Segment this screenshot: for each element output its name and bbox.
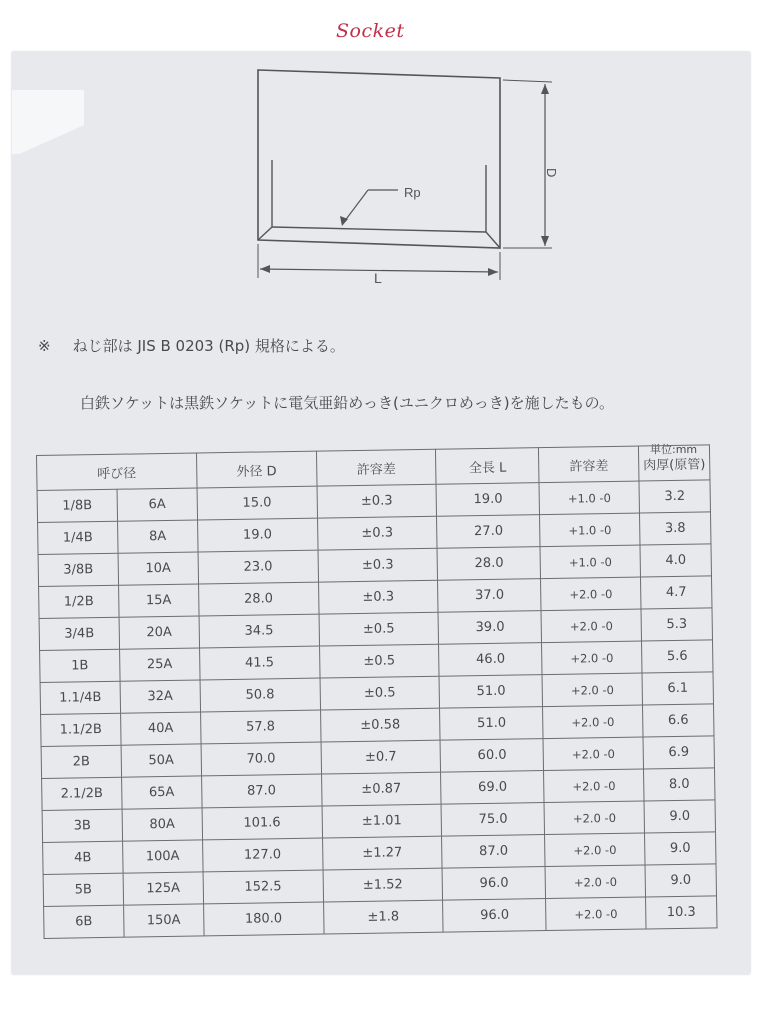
cell-size-b: 1B (40, 649, 120, 682)
cell-size-a: 50A (121, 744, 201, 777)
cell-length: 19.0 (436, 483, 539, 517)
cell-length-tolerance: +2.0 -0 (543, 705, 643, 739)
cell-wall-thickness: 3.2 (639, 480, 710, 513)
note-plating: 白鉄ソケットは黒鉄ソケットに電気亜鉛めっき(ユニクロめっき)を施したもの。 (80, 394, 615, 412)
socket-diagram (0, 0, 768, 300)
label-rp: Rp (404, 185, 421, 200)
cell-od-tolerance: ±0.5 (319, 644, 439, 678)
cell-size-b: 1/4B (38, 521, 118, 554)
cell-length-tolerance: +2.0 -0 (542, 673, 642, 707)
cell-outer-diameter: 101.6 (202, 806, 322, 840)
cell-length-tolerance: +2.0 -0 (544, 769, 644, 803)
cell-size-a: 32A (120, 680, 200, 713)
cell-od-tolerance: ±1.52 (323, 868, 443, 902)
cell-length-tolerance: +2.0 -0 (541, 577, 641, 611)
cell-size-b: 3/8B (38, 553, 118, 586)
cell-wall-thickness: 5.3 (641, 608, 712, 641)
cell-outer-diameter: 34.5 (199, 614, 319, 648)
cell-od-tolerance: ±0.3 (317, 516, 437, 550)
cell-wall-thickness: 9.0 (645, 832, 716, 865)
cell-size-a: 100A (122, 840, 202, 873)
cell-od-tolerance: ±0.3 (317, 484, 437, 518)
note-thread-text: ねじ部は JIS B 0203 (Rp) 規格による。 (72, 337, 345, 355)
cell-wall-thickness: 10.3 (646, 896, 717, 929)
chamfer-right (486, 232, 500, 248)
cell-outer-diameter: 87.0 (201, 774, 321, 808)
cell-wall-thickness: 9.0 (645, 864, 716, 897)
cell-size-b: 2.1/2B (42, 777, 122, 810)
cell-wall-thickness: 9.0 (644, 800, 715, 833)
cell-size-a: 25A (119, 648, 199, 681)
cell-size-a: 6A (117, 488, 197, 521)
dim-l-arrow-left (260, 265, 270, 273)
cell-size-b: 1.1/4B (40, 681, 120, 714)
header-nominal-size: 呼び径 (37, 453, 197, 491)
cell-length: 27.0 (437, 515, 540, 549)
cell-length-tolerance: +2.0 -0 (543, 737, 643, 771)
cell-size-a: 15A (118, 584, 198, 617)
cell-size-b: 1/2B (39, 585, 119, 618)
dim-d-arrow-top (541, 84, 549, 94)
cell-length: 28.0 (437, 547, 540, 581)
cell-size-a: 40A (120, 712, 200, 745)
cell-length: 51.0 (440, 707, 543, 741)
cell-wall-thickness: 3.8 (640, 512, 711, 545)
thread-line-bottom (272, 227, 486, 232)
cell-length-tolerance: +2.0 -0 (545, 833, 645, 867)
cell-length-tolerance: +2.0 -0 (544, 801, 644, 835)
cell-outer-diameter: 180.0 (203, 902, 323, 936)
cell-length: 75.0 (441, 803, 544, 837)
cell-size-a: 20A (119, 616, 199, 649)
header-wall-thickness: 肉厚(原管) (638, 445, 709, 481)
cell-size-a: 150A (123, 904, 203, 937)
cell-outer-diameter: 152.5 (203, 870, 323, 904)
cell-outer-diameter: 57.8 (200, 710, 320, 744)
cell-od-tolerance: ±1.01 (322, 804, 442, 838)
cell-size-b: 4B (43, 841, 123, 874)
label-l: L (374, 270, 382, 286)
unit-label: 単位:mm (650, 443, 698, 456)
header-length-tolerance: 許容差 (539, 446, 639, 483)
cell-od-tolerance: ±0.7 (321, 740, 441, 774)
cell-wall-thickness: 6.9 (643, 736, 714, 769)
label-d: D (544, 168, 559, 178)
dim-l-arrow-right (488, 268, 498, 276)
cell-outer-diameter: 127.0 (202, 838, 322, 872)
cell-outer-diameter: 23.0 (198, 550, 318, 584)
cell-wall-thickness: 8.0 (644, 768, 715, 801)
note-mark: ※ (38, 337, 51, 355)
cell-size-b: 1/8B (37, 489, 117, 522)
chamfer-left (258, 227, 272, 240)
cell-length-tolerance: +2.0 -0 (546, 897, 646, 931)
cell-size-b: 5B (43, 873, 123, 906)
socket-spec-table (36, 444, 718, 939)
cell-od-tolerance: ±0.5 (319, 612, 439, 646)
cell-length: 39.0 (438, 611, 541, 645)
cell-length: 87.0 (442, 835, 545, 869)
cell-od-tolerance: ±1.8 (323, 900, 443, 934)
cell-size-a: 10A (118, 552, 198, 585)
cell-od-tolerance: ±0.5 (320, 676, 440, 710)
cell-size-a: 8A (117, 520, 197, 553)
cell-length-tolerance: +2.0 -0 (541, 609, 641, 643)
cell-od-tolerance: ±0.87 (321, 772, 441, 806)
header-outer-diameter: 外径 D (196, 451, 316, 488)
cell-outer-diameter: 41.5 (199, 646, 319, 680)
cell-size-b: 3/4B (39, 617, 119, 650)
header-length: 全長 L (436, 448, 539, 485)
cell-length-tolerance: +1.0 -0 (540, 545, 640, 579)
cell-size-a: 80A (122, 808, 202, 841)
cell-length: 60.0 (440, 739, 543, 773)
cell-size-b: 6B (44, 905, 124, 938)
dim-d-arrow-bottom (541, 236, 549, 246)
handwritten-title: Socket (336, 20, 405, 42)
cell-outer-diameter: 15.0 (197, 486, 317, 520)
rp-leader-arrow (344, 190, 368, 222)
socket-outline (258, 70, 500, 248)
cell-length: 96.0 (442, 867, 545, 901)
note-thread-standard (38, 335, 345, 356)
cell-size-a: 125A (123, 872, 203, 905)
cell-od-tolerance: ±0.3 (318, 580, 438, 614)
cell-wall-thickness: 6.6 (643, 704, 714, 737)
cell-od-tolerance: ±1.27 (322, 836, 442, 870)
cell-outer-diameter: 50.8 (200, 678, 320, 712)
cell-size-a: 65A (121, 776, 201, 809)
header-od-tolerance: 許容差 (316, 449, 436, 486)
cell-size-b: 3B (42, 809, 122, 842)
cell-length-tolerance: +1.0 -0 (539, 481, 639, 515)
cell-length-tolerance: +2.0 -0 (545, 865, 645, 899)
cell-length: 69.0 (441, 771, 544, 805)
cell-od-tolerance: ±0.3 (318, 548, 438, 582)
cell-size-b: 1.1/2B (41, 713, 121, 746)
dim-d-ext-top (503, 80, 552, 82)
cell-length: 37.0 (438, 579, 541, 613)
cell-length: 51.0 (439, 675, 542, 709)
cell-outer-diameter: 19.0 (197, 518, 317, 552)
cell-od-tolerance: ±0.58 (320, 708, 440, 742)
cell-wall-thickness: 6.1 (642, 672, 713, 705)
cell-length: 96.0 (443, 899, 546, 933)
cell-wall-thickness: 5.6 (642, 640, 713, 673)
cell-length-tolerance: +1.0 -0 (540, 513, 640, 547)
cell-wall-thickness: 4.7 (641, 576, 712, 609)
cell-length: 46.0 (439, 643, 542, 677)
cell-outer-diameter: 28.0 (198, 582, 318, 616)
cell-wall-thickness: 4.0 (640, 544, 711, 577)
cell-size-b: 2B (41, 745, 121, 778)
cell-length-tolerance: +2.0 -0 (542, 641, 642, 675)
cell-outer-diameter: 70.0 (201, 742, 321, 776)
